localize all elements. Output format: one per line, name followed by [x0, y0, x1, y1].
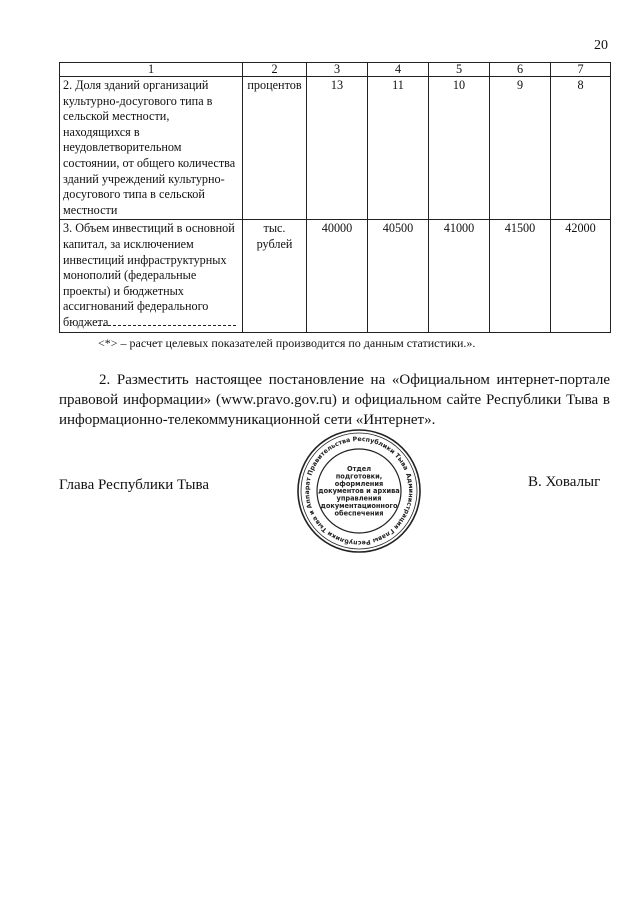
seal-center-line: обеспечения [334, 509, 384, 518]
body-paragraph [59, 370, 610, 430]
value-cell: 8 [551, 77, 611, 220]
seal-center-line: Отдел [346, 465, 372, 473]
table-header-cell: 1 [60, 63, 243, 77]
unit-cell: процентов [243, 77, 307, 220]
table-header-cell: 3 [307, 63, 368, 77]
value-cell: 9 [490, 77, 551, 220]
unit-cell: тыс. рублей [243, 220, 307, 332]
table-row [60, 220, 611, 332]
footnote: <*> – расчет целевых показателей производится по данным статистики.». [98, 336, 476, 350]
svg-text:Администрация Главы Республики: Администрация Главы Республики Тыва и Аппарат Правительства Республики Тыва [303, 435, 415, 547]
signatory-position: Глава Республики Тыва [59, 477, 210, 493]
seal-center-line: управления [336, 494, 382, 503]
indicators-table [59, 62, 611, 333]
seal-center-line: оформления [334, 479, 384, 488]
table-header-cell: 6 [490, 63, 551, 77]
table-header-cell: 4 [368, 63, 429, 77]
value-cell: 40500 [368, 220, 429, 332]
value-cell: 40000 [307, 220, 368, 332]
footnote-divider [98, 325, 236, 326]
seal-center-line: документационного [320, 502, 398, 510]
signatory-name: В. Ховалыг [528, 474, 601, 490]
paragraph-text: 2. Разместить настоящее постановление на «Официальном интернет-портале правовой информации» (www.pravo.gov.ru) и официальном сайте Республики Тыва в информационно-телекоммуникационной сети «Интернет». [59, 372, 610, 428]
indicator-cell: 2. Доля зданий организаций культурно-досугового типа в сельской местности, находящихся в неудовлетворительном состоянии, от общего количества зданий учреждений культурно-досугового типа в сельской местности [60, 77, 243, 220]
value-cell: 10 [429, 77, 490, 220]
table-header-row [60, 63, 611, 77]
table-row [60, 77, 611, 220]
seal-center-line: документов и архива [318, 487, 400, 496]
value-cell: 41500 [490, 220, 551, 332]
table-header-cell: 2 [243, 63, 307, 77]
value-cell: 41000 [429, 220, 490, 332]
indicator-cell: 3. Объем инвестиций в основной капитал, за исключением инвестиций инфраструктурных монополий (федеральные проекты) и бюджетных ассигнований федерального бюджета [60, 220, 243, 332]
value-cell: 13 [307, 77, 368, 220]
value-cell: 42000 [551, 220, 611, 332]
table-header-cell: 7 [551, 63, 611, 77]
official-seal-stamp [296, 428, 422, 554]
page-number: 20 [594, 38, 608, 53]
seal-center-line: подготовки, [335, 472, 383, 481]
value-cell: 11 [368, 77, 429, 220]
table-header-cell: 5 [429, 63, 490, 77]
